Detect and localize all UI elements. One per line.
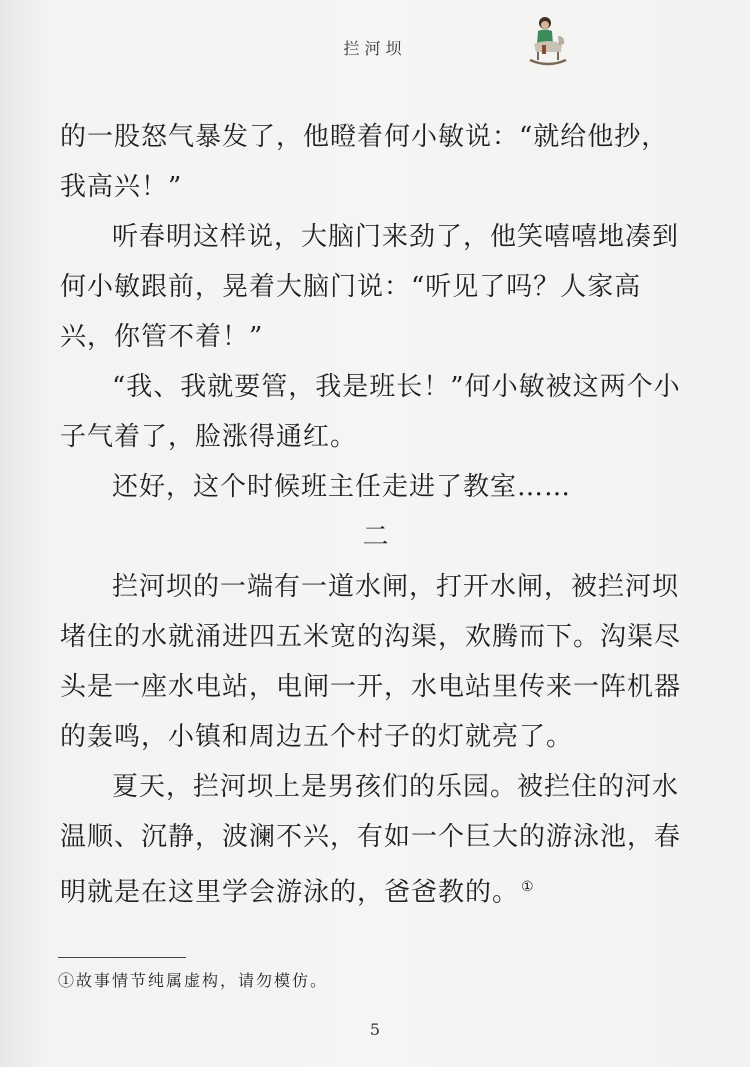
- paragraph: 听春明这样说，大脑门来劲了，他笑嘻嘻地凑到何小敏跟前，晃着大脑门说：“听见了吗？人家高兴，你管不着！”: [60, 222, 680, 352]
- child-on-rocking-horse-icon: [528, 14, 568, 68]
- page-number: 5: [369, 1020, 381, 1039]
- paragraph: “我、我就要管，我是班长！”何小敏被这两个小子气着了，脸涨得通红。: [60, 372, 681, 452]
- paragraph: [60, 762, 692, 918]
- body-text: [60, 112, 692, 918]
- section-heading: 二: [362, 522, 390, 552]
- running-header-title: 拦河坝: [343, 39, 407, 58]
- footnote-divider: [58, 957, 186, 958]
- paragraph-text: 夏天，拦河坝上是男孩们的乐园。被拦住的河水温顺、沉静，波澜不兴，有如一个巨大的游泳池，春明就是在这里学会游泳的，爸爸教的。: [60, 772, 682, 908]
- footnote-marker: ①: [521, 879, 535, 895]
- paragraph: 的一股怒气暴发了，他瞪着何小敏说：“就给他抄，我高兴！”: [60, 122, 669, 202]
- paragraph: 拦河坝的一端有一道水闸，打开水闸，被拦河坝堵住的水就涌进四五米宽的沟渠，欢腾而下。沟渠尽头是一座水电站，电闸一开，水电站里传来一阵机器的轰鸣，小镇和周边五个村子的灯就亮了。: [60, 572, 682, 752]
- footnote: ①故事情节纯属虚构，请勿模仿。: [58, 971, 329, 990]
- paragraph: 还好，这个时候班主任走进了教室……: [112, 472, 572, 502]
